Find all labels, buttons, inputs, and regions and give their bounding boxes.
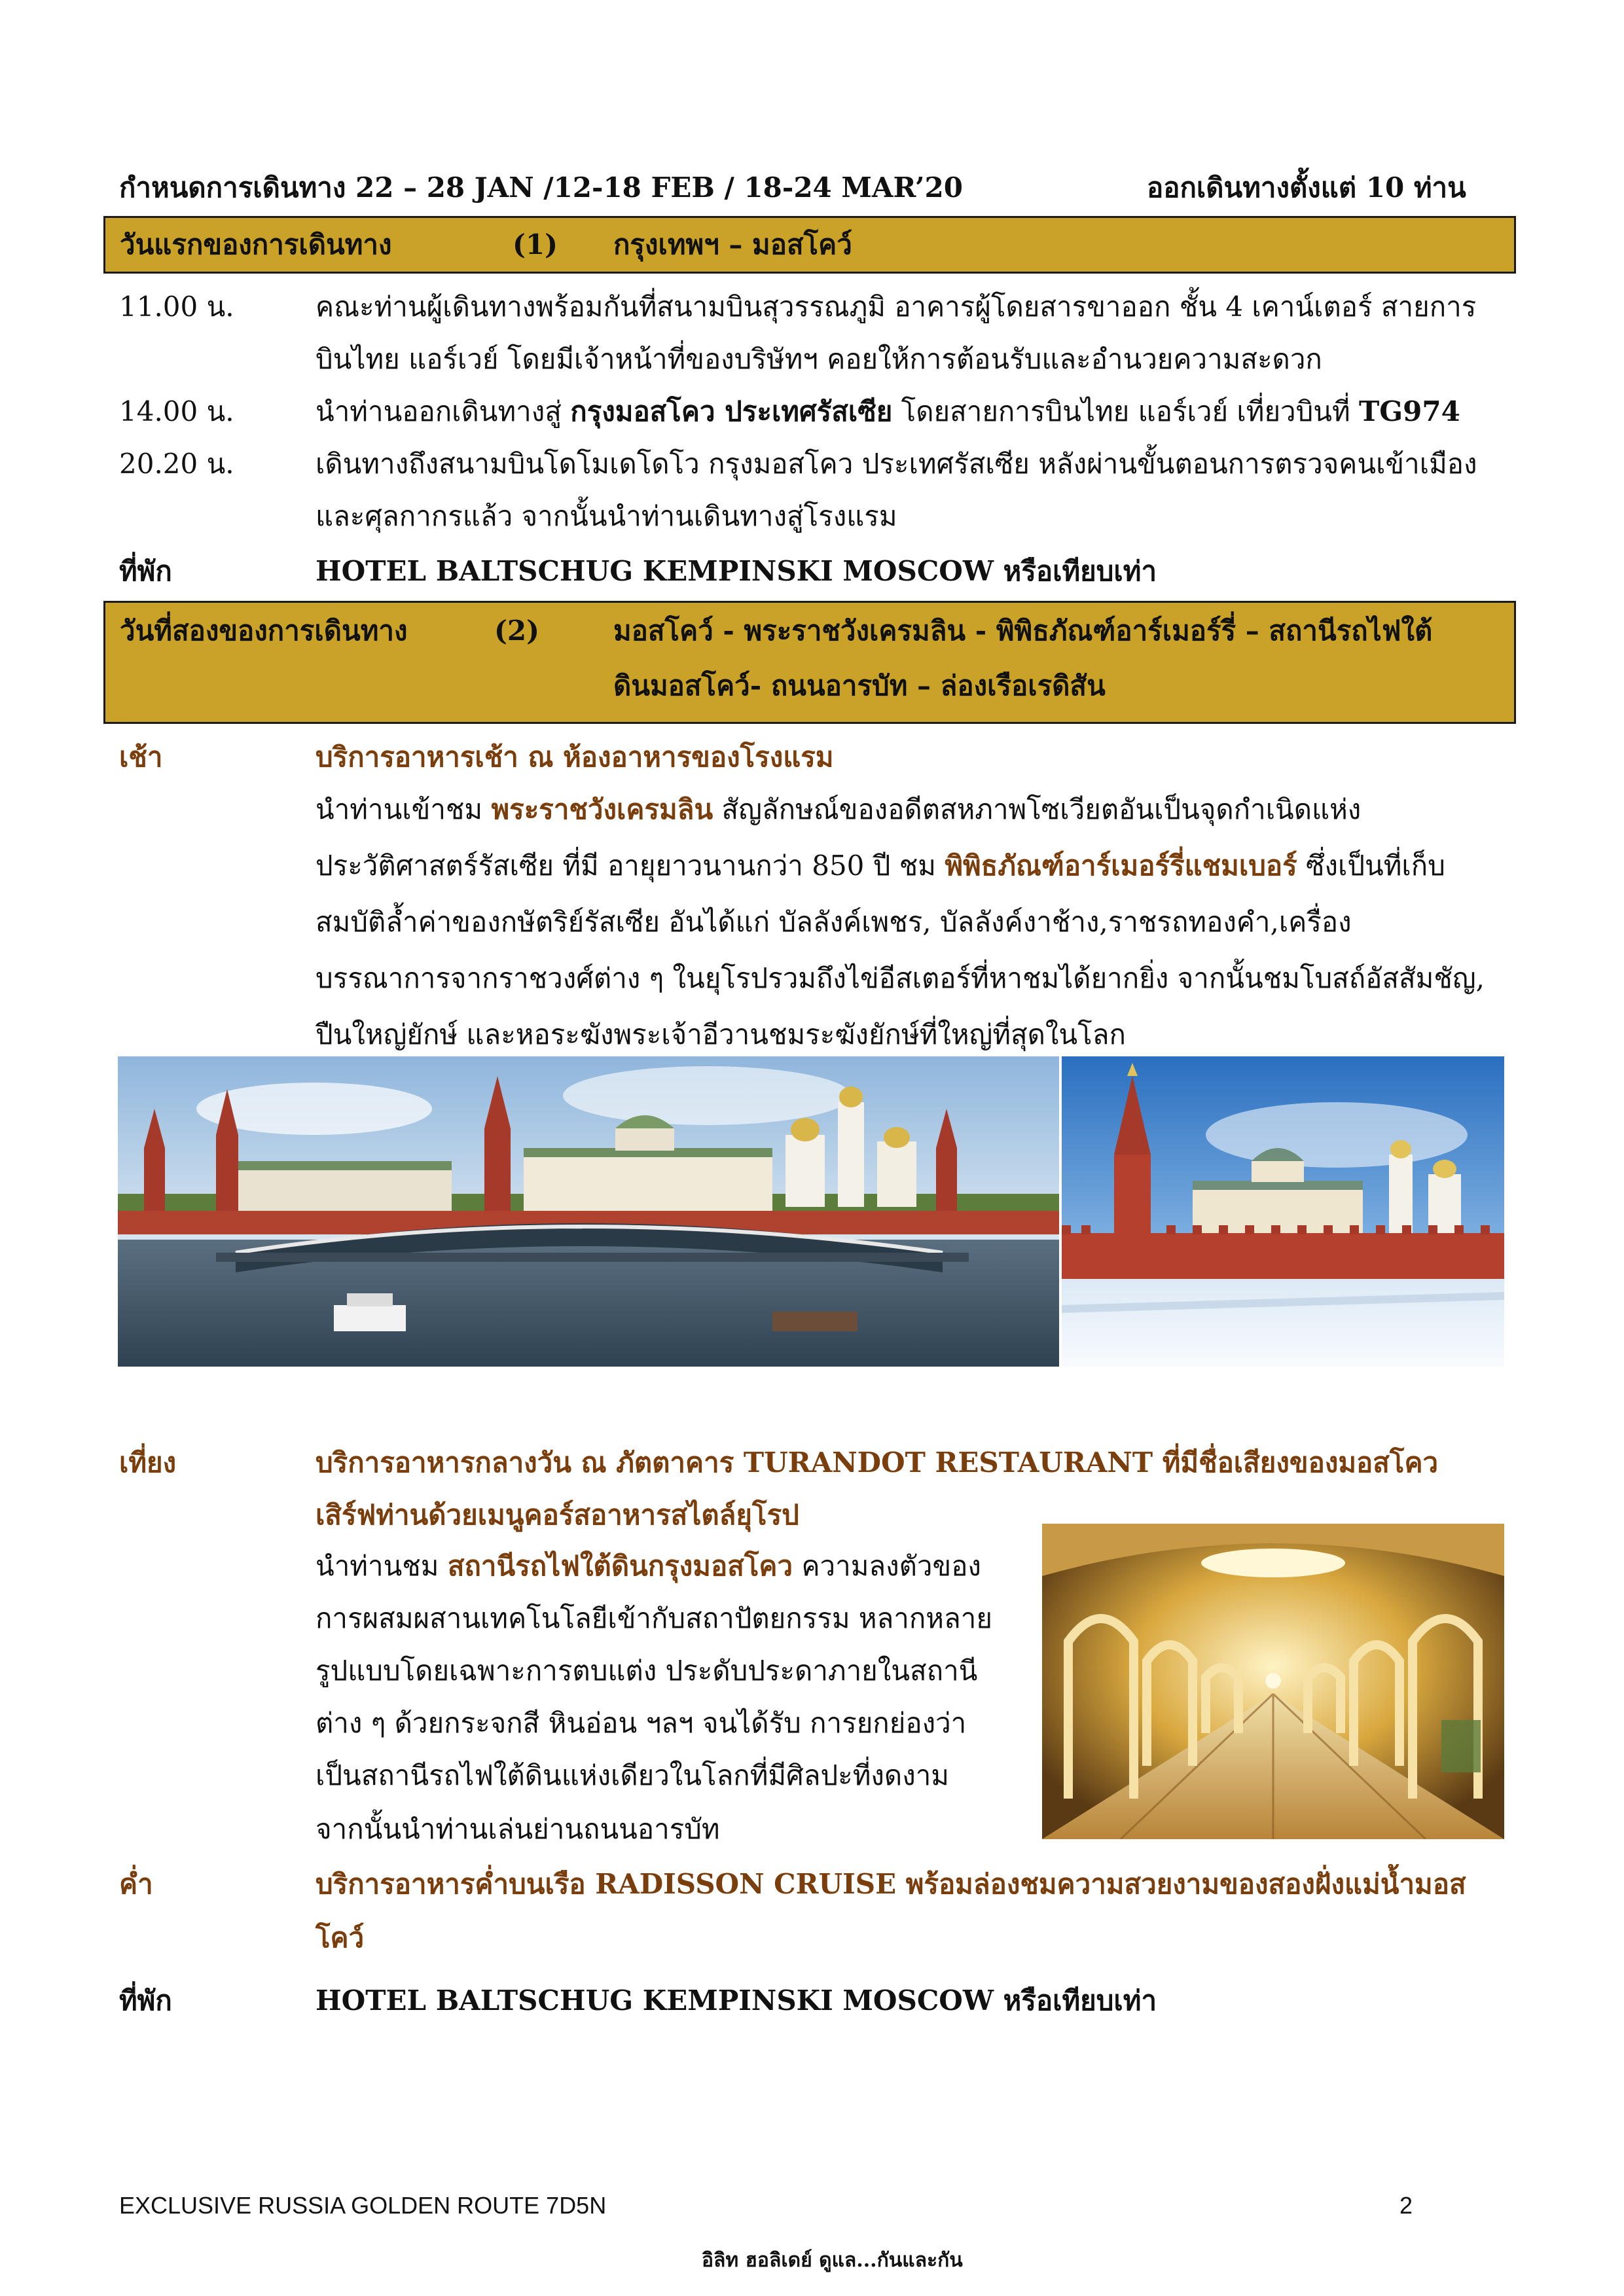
moscow-metro-photo — [1042, 1524, 1504, 1839]
metro-line2: การผสมผสานเทคโนโลยีเข้ากับสถาปัตยกรรม หลากหลาย — [316, 1602, 992, 1634]
day1-hotel-label: ที่พัก — [119, 555, 172, 587]
kremlin-winter-illustration — [1062, 1056, 1504, 1367]
kremlin-panorama-illustration — [118, 1056, 1059, 1367]
kremlin-line3: สมบัติล้ำค่าของกษัตริย์รัสเซีย อันได้แก่ บัลลังค์เพชร, บัลลังค์งาช้าง,ราชรถทองคำ,เครื่อง — [316, 906, 1352, 938]
footer-slogan: อิลิท ฮอลิเดย์ ดูแล...กันและกัน — [702, 2249, 963, 2272]
day2-route-line1: มอสโคว์ - พระราชวังเครมลิน - พิพิธภัณฑ์อาร์เมอร์รี่ – สถานีรถไฟใต้ — [613, 615, 1433, 647]
kremlin-line4: บรรณาการจากราชวงศ์ต่าง ๆ ในยุโรปรวมถึงไข่อีสเตอร์ที่หาชมได้ยากยิ่ง จากนั้นชมโบสถ์อัสสัมชัญ, — [316, 962, 1485, 994]
schedule-dates: กำหนดการเดินทาง 22 – 28 JAN /12-18 FEB / 18-24 MAR’20 — [119, 171, 963, 204]
kremlin-line1: นำท่านเข้าชม พระราชวังเครมลิน สัญลักษณ์ของอดีตสหภาพโซเวียตอันเป็นจุดกำเนิดแห่ง — [316, 793, 1362, 825]
lunch-desc-line1: บริการอาหารกลางวัน ณ ภัตตาคาร TURANDOT RESTAURANT ที่มีชื่อเสียงของมอสโคว — [316, 1446, 1439, 1479]
dinner-label: ค่ำ — [119, 1868, 153, 1900]
day1-title-bar — [103, 216, 1516, 274]
footer-page-number: 2 — [1399, 2192, 1413, 2219]
kremlin-line5: ปืนใหญ่ยักษ์ และหอระฆังพระเจ้าอีวานชมระฆังยักษ์ที่ใหญ่ที่สุดในโลก — [316, 1018, 1126, 1050]
day1-desc-1100-line2: บินไทย แอร์เวย์ โดยมีเจ้าหน้าที่ของบริษัทฯ คอยให้การต้อนรับและอำนวยความสะดวก — [316, 343, 1322, 375]
day1-hotel: HOTEL BALTSCHUG KEMPINSKI MOSCOW หรือเทียบเท่า — [316, 555, 1157, 587]
metro-station-illustration — [1042, 1524, 1504, 1839]
minimum-travelers: ออกเดินทางตั้งแต่ 10 ท่าน — [1147, 171, 1466, 204]
day1-desc-2020-line1: เดินทางถึงสนามบินโดโมเดโดโว กรุงมอสโคว ประเทศรัสเซีย หลังผ่านขั้นตอนการตรวจคนเข้าเมือง — [316, 448, 1477, 480]
day2-hotel-label: ที่พัก — [119, 1984, 172, 2017]
day1-number: (1) — [513, 228, 558, 260]
day1-desc-1400: นำท่านออกเดินทางสู่ กรุงมอสโคว ประเทศรัสเซีย โดยสายการบินไทย แอร์เวย์ เที่ยวบินที่ TG974 — [316, 395, 1460, 427]
day1-time-2020: 20.20 น. — [119, 448, 234, 480]
kremlin-line2: ประวัติศาสตร์รัสเซีย ที่มี อายุยาวนานกว่า 850 ปี ชม พิพิธภัณฑ์อาร์เมอร์รี่แชมเบอร์ ซึ่งเป็นที่เก็บ — [316, 850, 1445, 882]
day2-title-bar — [103, 601, 1516, 724]
metro-line5: เป็นสถานีรถไฟใต้ดินแห่งเดียวในโลกที่มีศิลปะที่งดงาม — [316, 1759, 949, 1791]
breakfast-label: เช้า — [119, 741, 163, 773]
day2-hotel: HOTEL BALTSCHUG KEMPINSKI MOSCOW หรือเทียบเท่า — [316, 1984, 1157, 2017]
dinner-desc-line2: โคว์ — [316, 1922, 365, 1954]
day1-desc-2020-line2: และศุลกากรแล้ว จากนั้นนำท่านเดินทางสู่โรงแรม — [316, 500, 897, 532]
dinner-desc-line1: บริการอาหารค่ำบนเรือ RADISSON CRUISE พร้อมล่องชมความสวยงามของสองฝั่งแม่น้ำมอส — [316, 1868, 1466, 1900]
metro-line6: จากนั้นนำท่านเล่นย่านถนนอารบัท — [316, 1813, 720, 1845]
lunch-label: เที่ยง — [119, 1446, 177, 1479]
metro-line1: นำท่านชม สถานีรถไฟใต้ดินกรุงมอสโคว ความลงตัวของ — [316, 1550, 981, 1582]
kremlin-winter-photo — [1062, 1056, 1504, 1367]
metro-line3: รูปแบบโดยเฉพาะการตบแต่ง ประดับประดาภายในสถานี — [316, 1655, 978, 1687]
day1-title: วันแรกของการเดินทาง — [120, 228, 392, 260]
metro-line4: ต่าง ๆ ด้วยกระจกสี หินอ่อน ฯลฯ จนได้รับ การยกย่องว่า — [316, 1707, 967, 1739]
day2-title: วันที่สองของการเดินทาง — [120, 615, 408, 647]
footer-program-name: EXCLUSIVE RUSSIA GOLDEN ROUTE 7D5N — [119, 2192, 607, 2219]
kremlin-panorama-photo — [118, 1056, 1059, 1367]
lunch-desc-line2: เสิร์ฟท่านด้วยเมนูคอร์สอาหารสไตล์ยุโรป — [316, 1499, 799, 1531]
breakfast-desc: บริการอาหารเช้า ณ ห้องอาหารของโรงแรม — [316, 741, 834, 773]
day1-desc-1100-line1: คณะท่านผู้เดินทางพร้อมกันที่สนามบินสุวรรณภูมิ อาคารผู้โดยสารขาออก ชั้น 4 เคาน์เตอร์ สายการ — [316, 291, 1477, 323]
day1-time-1100: 11.00 น. — [119, 291, 234, 323]
day1-route: กรุงเทพฯ – มอสโคว์ — [613, 228, 852, 260]
day2-route-line2: ดินมอสโคว์- ถนนอารบัท – ล่องเรือเรดิสัน — [613, 670, 1106, 702]
day1-time-1400: 14.00 น. — [119, 395, 234, 427]
day2-number: (2) — [494, 615, 539, 647]
